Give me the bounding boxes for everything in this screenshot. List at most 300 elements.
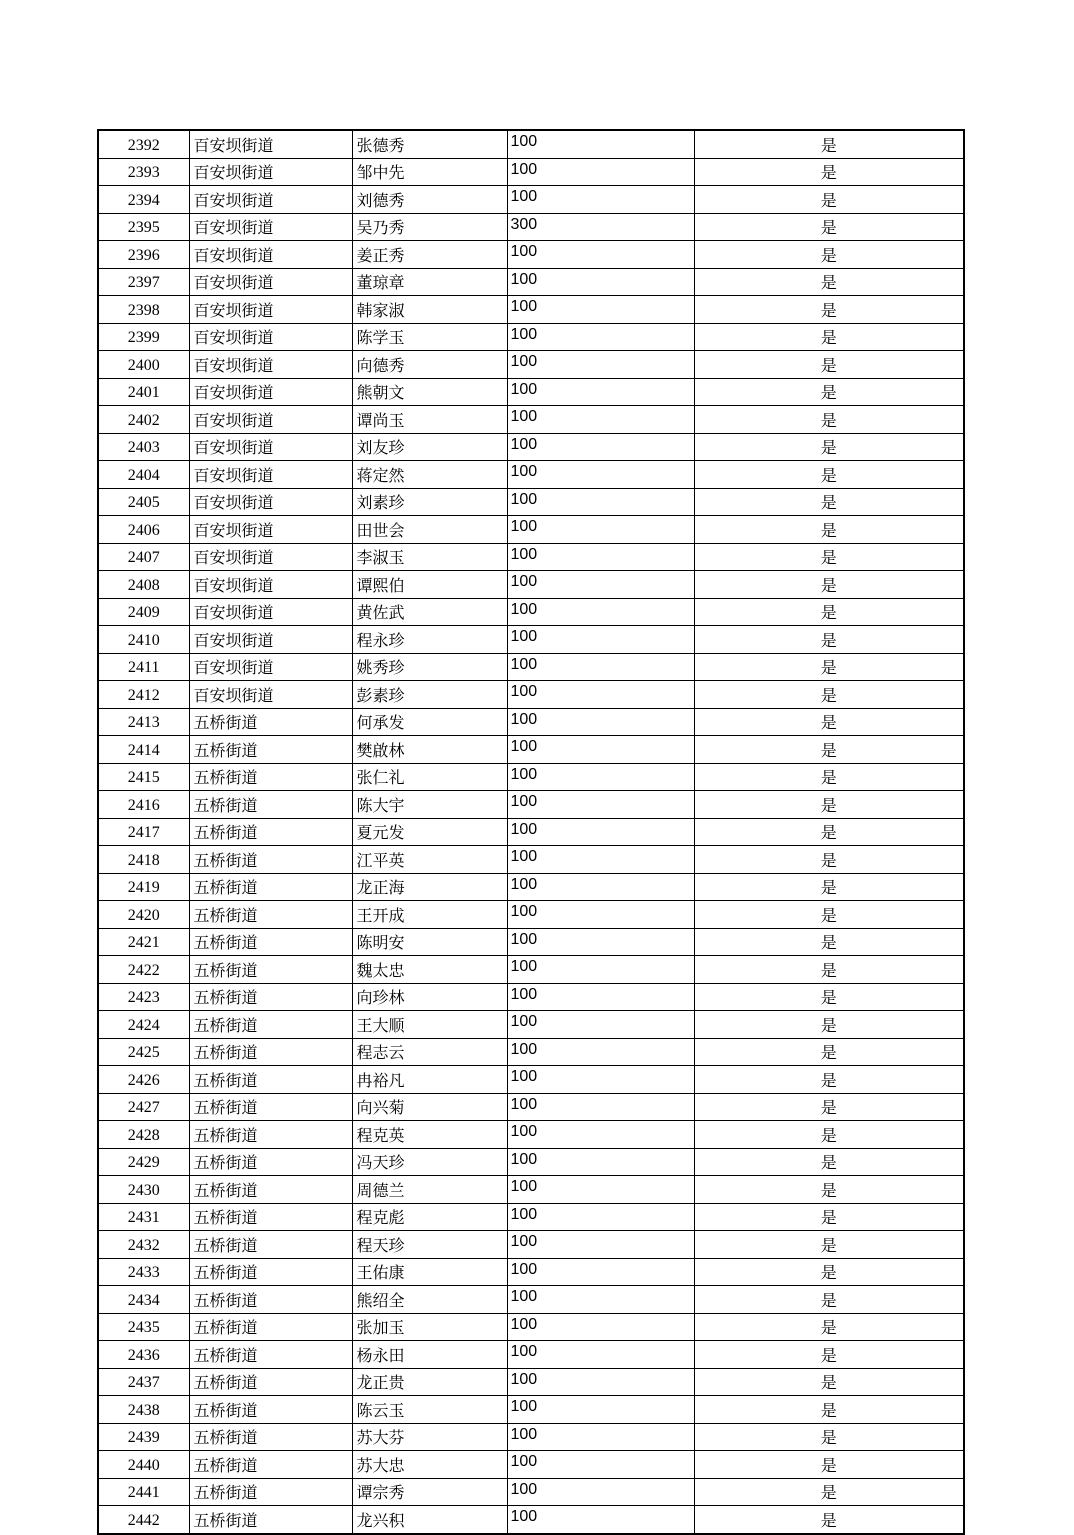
- table-row: [98, 1368, 964, 1396]
- street-cell: 五桥街道: [189, 818, 352, 846]
- amount-cell: 100: [507, 791, 694, 819]
- amount-cell: 100: [507, 1286, 694, 1314]
- table-row: [98, 1478, 964, 1506]
- street-cell: 百安坝街道: [189, 543, 352, 571]
- table-row: [98, 791, 964, 819]
- status-cell: 是: [694, 626, 964, 654]
- status-cell: 是: [694, 268, 964, 296]
- amount-cell: 100: [507, 488, 694, 516]
- status-cell: 是: [694, 1423, 964, 1451]
- person-name-cell: 冯天珍: [352, 1148, 507, 1176]
- person-name-cell: 向德秀: [352, 351, 507, 379]
- row-number-cell: 2425: [98, 1038, 189, 1066]
- person-name-cell: 刘素珍: [352, 488, 507, 516]
- row-number-cell: 2393: [98, 158, 189, 186]
- amount-cell: 100: [507, 1258, 694, 1286]
- street-cell: 五桥街道: [189, 1506, 352, 1534]
- amount-cell: 100: [507, 626, 694, 654]
- person-name-cell: 程永珍: [352, 626, 507, 654]
- row-number-cell: 2435: [98, 1313, 189, 1341]
- status-cell: 是: [694, 598, 964, 626]
- amount-cell: 100: [507, 653, 694, 681]
- table-row: [98, 296, 964, 324]
- person-name-cell: 谭宗秀: [352, 1478, 507, 1506]
- person-name-cell: 谭尚玉: [352, 406, 507, 434]
- amount-cell: 100: [507, 1341, 694, 1369]
- table-row: [98, 1423, 964, 1451]
- person-name-cell: 夏元发: [352, 818, 507, 846]
- table-row: [98, 928, 964, 956]
- amount-cell: 100: [507, 378, 694, 406]
- table-row: [98, 1148, 964, 1176]
- table-row: [98, 1038, 964, 1066]
- amount-cell: 100: [507, 1396, 694, 1424]
- amount-cell: 100: [507, 983, 694, 1011]
- street-cell: 五桥街道: [189, 1258, 352, 1286]
- street-cell: 五桥街道: [189, 928, 352, 956]
- status-cell: 是: [694, 1258, 964, 1286]
- row-number-cell: 2405: [98, 488, 189, 516]
- person-name-cell: 陈大宇: [352, 791, 507, 819]
- amount-cell: 100: [507, 130, 694, 158]
- table-row: [98, 241, 964, 269]
- status-cell: 是: [694, 1506, 964, 1534]
- row-number-cell: 2422: [98, 956, 189, 984]
- row-number-cell: 2433: [98, 1258, 189, 1286]
- person-name-cell: 李淑玉: [352, 543, 507, 571]
- street-cell: 百安坝街道: [189, 378, 352, 406]
- person-name-cell: 王大顺: [352, 1011, 507, 1039]
- person-name-cell: 程克英: [352, 1121, 507, 1149]
- status-cell: 是: [694, 1341, 964, 1369]
- person-name-cell: 魏太忠: [352, 956, 507, 984]
- row-number-cell: 2400: [98, 351, 189, 379]
- street-cell: 五桥街道: [189, 1176, 352, 1204]
- person-name-cell: 王开成: [352, 901, 507, 929]
- table-row: [98, 1313, 964, 1341]
- row-number-cell: 2407: [98, 543, 189, 571]
- person-name-cell: 董琼章: [352, 268, 507, 296]
- amount-cell: 100: [507, 708, 694, 736]
- person-name-cell: 向珍林: [352, 983, 507, 1011]
- status-cell: 是: [694, 791, 964, 819]
- street-cell: 百安坝街道: [189, 461, 352, 489]
- amount-cell: 100: [507, 1231, 694, 1259]
- amount-cell: 100: [507, 323, 694, 351]
- street-cell: 五桥街道: [189, 1313, 352, 1341]
- row-number-cell: 2392: [98, 130, 189, 158]
- street-cell: 五桥街道: [189, 1011, 352, 1039]
- street-cell: 百安坝街道: [189, 626, 352, 654]
- table-row: [98, 1121, 964, 1149]
- amount-cell: 100: [507, 956, 694, 984]
- person-name-cell: 熊朝文: [352, 378, 507, 406]
- status-cell: 是: [694, 846, 964, 874]
- status-cell: 是: [694, 1231, 964, 1259]
- table-row: [98, 1258, 964, 1286]
- person-name-cell: 刘友珍: [352, 433, 507, 461]
- status-cell: 是: [694, 1148, 964, 1176]
- person-name-cell: 苏大芬: [352, 1423, 507, 1451]
- row-number-cell: 2426: [98, 1066, 189, 1094]
- status-cell: 是: [694, 708, 964, 736]
- street-cell: 五桥街道: [189, 956, 352, 984]
- status-cell: 是: [694, 1121, 964, 1149]
- amount-cell: 100: [507, 571, 694, 599]
- table-row: [98, 1231, 964, 1259]
- row-number-cell: 2408: [98, 571, 189, 599]
- person-name-cell: 程天珍: [352, 1231, 507, 1259]
- row-number-cell: 2434: [98, 1286, 189, 1314]
- status-cell: 是: [694, 543, 964, 571]
- table-row: [98, 461, 964, 489]
- street-cell: 百安坝街道: [189, 351, 352, 379]
- status-cell: 是: [694, 158, 964, 186]
- person-name-cell: 龙兴积: [352, 1506, 507, 1534]
- person-name-cell: 周德兰: [352, 1176, 507, 1204]
- street-cell: 五桥街道: [189, 1066, 352, 1094]
- amount-cell: 100: [507, 1203, 694, 1231]
- status-cell: 是: [694, 736, 964, 764]
- person-name-cell: 向兴菊: [352, 1093, 507, 1121]
- street-cell: 百安坝街道: [189, 571, 352, 599]
- amount-cell: 100: [507, 1148, 694, 1176]
- row-number-cell: 2421: [98, 928, 189, 956]
- status-cell: 是: [694, 406, 964, 434]
- amount-cell: 100: [507, 433, 694, 461]
- table-row: [98, 1176, 964, 1204]
- status-cell: 是: [694, 351, 964, 379]
- row-number-cell: 2418: [98, 846, 189, 874]
- status-cell: 是: [694, 1093, 964, 1121]
- street-cell: 五桥街道: [189, 1093, 352, 1121]
- street-cell: 五桥街道: [189, 1148, 352, 1176]
- person-name-cell: 彭素珍: [352, 681, 507, 709]
- table-row: [98, 1396, 964, 1424]
- person-name-cell: 苏大忠: [352, 1451, 507, 1479]
- table-row: [98, 846, 964, 874]
- amount-cell: 100: [507, 818, 694, 846]
- row-number-cell: 2420: [98, 901, 189, 929]
- street-cell: 五桥街道: [189, 846, 352, 874]
- person-name-cell: 刘德秀: [352, 186, 507, 214]
- street-cell: 五桥街道: [189, 1038, 352, 1066]
- street-cell: 百安坝街道: [189, 653, 352, 681]
- row-number-cell: 2413: [98, 708, 189, 736]
- amount-cell: 300: [507, 213, 694, 241]
- row-number-cell: 2396: [98, 241, 189, 269]
- amount-cell: 100: [507, 681, 694, 709]
- amount-cell: 100: [507, 1038, 694, 1066]
- row-number-cell: 2417: [98, 818, 189, 846]
- amount-cell: 100: [507, 873, 694, 901]
- person-name-cell: 龙正贵: [352, 1368, 507, 1396]
- status-cell: 是: [694, 130, 964, 158]
- street-cell: 五桥街道: [189, 901, 352, 929]
- status-cell: 是: [694, 928, 964, 956]
- amount-cell: 100: [507, 406, 694, 434]
- status-cell: 是: [694, 653, 964, 681]
- status-cell: 是: [694, 461, 964, 489]
- table-row: [98, 516, 964, 544]
- data-table: [97, 129, 965, 1535]
- table-row: [98, 1451, 964, 1479]
- row-number-cell: 2395: [98, 213, 189, 241]
- person-name-cell: 田世会: [352, 516, 507, 544]
- street-cell: 五桥街道: [189, 1121, 352, 1149]
- row-number-cell: 2394: [98, 186, 189, 214]
- street-cell: 五桥街道: [189, 1341, 352, 1369]
- table-row: [98, 268, 964, 296]
- table-row: [98, 681, 964, 709]
- street-cell: 百安坝街道: [189, 488, 352, 516]
- status-cell: 是: [694, 323, 964, 351]
- street-cell: 百安坝街道: [189, 158, 352, 186]
- street-cell: 百安坝街道: [189, 268, 352, 296]
- amount-cell: 100: [507, 351, 694, 379]
- street-cell: 五桥街道: [189, 1231, 352, 1259]
- table-body: [98, 130, 964, 1534]
- status-cell: 是: [694, 1038, 964, 1066]
- amount-cell: 100: [507, 158, 694, 186]
- row-number-cell: 2429: [98, 1148, 189, 1176]
- row-number-cell: 2430: [98, 1176, 189, 1204]
- row-number-cell: 2404: [98, 461, 189, 489]
- status-cell: 是: [694, 433, 964, 461]
- person-name-cell: 姜正秀: [352, 241, 507, 269]
- status-cell: 是: [694, 571, 964, 599]
- street-cell: 五桥街道: [189, 763, 352, 791]
- status-cell: 是: [694, 983, 964, 1011]
- street-cell: 百安坝街道: [189, 241, 352, 269]
- table-row: [98, 186, 964, 214]
- status-cell: 是: [694, 1478, 964, 1506]
- street-cell: 百安坝街道: [189, 598, 352, 626]
- street-cell: 五桥街道: [189, 791, 352, 819]
- street-cell: 五桥街道: [189, 1396, 352, 1424]
- amount-cell: 100: [507, 901, 694, 929]
- amount-cell: 100: [507, 1478, 694, 1506]
- row-number-cell: 2412: [98, 681, 189, 709]
- person-name-cell: 蒋定然: [352, 461, 507, 489]
- table-row: [98, 626, 964, 654]
- street-cell: 五桥街道: [189, 983, 352, 1011]
- table-row: [98, 983, 964, 1011]
- status-cell: 是: [694, 1066, 964, 1094]
- street-cell: 百安坝街道: [189, 516, 352, 544]
- amount-cell: 100: [507, 736, 694, 764]
- row-number-cell: 2424: [98, 1011, 189, 1039]
- table-row: [98, 543, 964, 571]
- person-name-cell: 熊绍全: [352, 1286, 507, 1314]
- person-name-cell: 程志云: [352, 1038, 507, 1066]
- amount-cell: 100: [507, 1121, 694, 1149]
- table-row: [98, 1203, 964, 1231]
- person-name-cell: 张仁礼: [352, 763, 507, 791]
- street-cell: 五桥街道: [189, 1368, 352, 1396]
- person-name-cell: 江平英: [352, 846, 507, 874]
- amount-cell: 100: [507, 186, 694, 214]
- person-name-cell: 张德秀: [352, 130, 507, 158]
- row-number-cell: 2401: [98, 378, 189, 406]
- street-cell: 五桥街道: [189, 1451, 352, 1479]
- table-row: [98, 653, 964, 681]
- row-number-cell: 2410: [98, 626, 189, 654]
- row-number-cell: 2411: [98, 653, 189, 681]
- person-name-cell: 何承发: [352, 708, 507, 736]
- person-name-cell: 吴乃秀: [352, 213, 507, 241]
- person-name-cell: 张加玉: [352, 1313, 507, 1341]
- table-row: [98, 406, 964, 434]
- status-cell: 是: [694, 186, 964, 214]
- table-row: [98, 213, 964, 241]
- person-name-cell: 黄佐武: [352, 598, 507, 626]
- table-row: [98, 736, 964, 764]
- amount-cell: 100: [507, 1066, 694, 1094]
- status-cell: 是: [694, 1286, 964, 1314]
- status-cell: 是: [694, 1203, 964, 1231]
- status-cell: 是: [694, 681, 964, 709]
- status-cell: 是: [694, 1011, 964, 1039]
- person-name-cell: 姚秀珍: [352, 653, 507, 681]
- amount-cell: 100: [507, 268, 694, 296]
- table-row: [98, 351, 964, 379]
- amount-cell: 100: [507, 846, 694, 874]
- table-row: [98, 956, 964, 984]
- street-cell: 五桥街道: [189, 873, 352, 901]
- row-number-cell: 2442: [98, 1506, 189, 1534]
- row-number-cell: 2403: [98, 433, 189, 461]
- table-row: [98, 1093, 964, 1121]
- amount-cell: 100: [507, 763, 694, 791]
- street-cell: 百安坝街道: [189, 296, 352, 324]
- table-row: [98, 1341, 964, 1369]
- status-cell: 是: [694, 763, 964, 791]
- street-cell: 百安坝街道: [189, 406, 352, 434]
- status-cell: 是: [694, 956, 964, 984]
- row-number-cell: 2436: [98, 1341, 189, 1369]
- street-cell: 百安坝街道: [189, 433, 352, 461]
- amount-cell: 100: [507, 1011, 694, 1039]
- row-number-cell: 2441: [98, 1478, 189, 1506]
- street-cell: 五桥街道: [189, 1423, 352, 1451]
- table-row: [98, 130, 964, 158]
- person-name-cell: 龙正海: [352, 873, 507, 901]
- amount-cell: 100: [507, 543, 694, 571]
- amount-cell: 100: [507, 1313, 694, 1341]
- person-name-cell: 杨永田: [352, 1341, 507, 1369]
- street-cell: 百安坝街道: [189, 681, 352, 709]
- status-cell: 是: [694, 241, 964, 269]
- amount-cell: 100: [507, 1176, 694, 1204]
- table-row: [98, 433, 964, 461]
- street-cell: 百安坝街道: [189, 130, 352, 158]
- row-number-cell: 2402: [98, 406, 189, 434]
- person-name-cell: 邹中先: [352, 158, 507, 186]
- row-number-cell: 2431: [98, 1203, 189, 1231]
- street-cell: 百安坝街道: [189, 213, 352, 241]
- amount-cell: 100: [507, 1423, 694, 1451]
- status-cell: 是: [694, 1176, 964, 1204]
- street-cell: 五桥街道: [189, 736, 352, 764]
- amount-cell: 100: [507, 1093, 694, 1121]
- row-number-cell: 2406: [98, 516, 189, 544]
- street-cell: 五桥街道: [189, 1478, 352, 1506]
- person-name-cell: 陈明安: [352, 928, 507, 956]
- amount-cell: 100: [507, 296, 694, 324]
- row-number-cell: 2398: [98, 296, 189, 324]
- person-name-cell: 陈云玉: [352, 1396, 507, 1424]
- table-row: [98, 323, 964, 351]
- status-cell: 是: [694, 488, 964, 516]
- row-number-cell: 2437: [98, 1368, 189, 1396]
- person-name-cell: 谭熙伯: [352, 571, 507, 599]
- row-number-cell: 2399: [98, 323, 189, 351]
- row-number-cell: 2439: [98, 1423, 189, 1451]
- row-number-cell: 2397: [98, 268, 189, 296]
- table-row: [98, 1066, 964, 1094]
- street-cell: 五桥街道: [189, 1203, 352, 1231]
- person-name-cell: 程克彪: [352, 1203, 507, 1231]
- status-cell: 是: [694, 873, 964, 901]
- amount-cell: 100: [507, 516, 694, 544]
- row-number-cell: 2432: [98, 1231, 189, 1259]
- amount-cell: 100: [507, 598, 694, 626]
- amount-cell: 100: [507, 461, 694, 489]
- street-cell: 五桥街道: [189, 708, 352, 736]
- table-row: [98, 818, 964, 846]
- status-cell: 是: [694, 378, 964, 406]
- row-number-cell: 2415: [98, 763, 189, 791]
- table-row: [98, 1286, 964, 1314]
- table-row: [98, 1011, 964, 1039]
- table-row: [98, 873, 964, 901]
- table-row: [98, 901, 964, 929]
- table-row: [98, 158, 964, 186]
- status-cell: 是: [694, 213, 964, 241]
- status-cell: 是: [694, 901, 964, 929]
- row-number-cell: 2438: [98, 1396, 189, 1424]
- status-cell: 是: [694, 1313, 964, 1341]
- table-row: [98, 708, 964, 736]
- status-cell: 是: [694, 1368, 964, 1396]
- status-cell: 是: [694, 1451, 964, 1479]
- row-number-cell: 2419: [98, 873, 189, 901]
- amount-cell: 100: [507, 928, 694, 956]
- street-cell: 五桥街道: [189, 1286, 352, 1314]
- row-number-cell: 2414: [98, 736, 189, 764]
- street-cell: 百安坝街道: [189, 323, 352, 351]
- row-number-cell: 2440: [98, 1451, 189, 1479]
- person-name-cell: 王佑康: [352, 1258, 507, 1286]
- amount-cell: 100: [507, 241, 694, 269]
- row-number-cell: 2409: [98, 598, 189, 626]
- row-number-cell: 2428: [98, 1121, 189, 1149]
- person-name-cell: 樊啟林: [352, 736, 507, 764]
- person-name-cell: 冉裕凡: [352, 1066, 507, 1094]
- person-name-cell: 韩家淑: [352, 296, 507, 324]
- table-row: [98, 598, 964, 626]
- table-row: [98, 378, 964, 406]
- person-name-cell: 陈学玉: [352, 323, 507, 351]
- status-cell: 是: [694, 818, 964, 846]
- row-number-cell: 2416: [98, 791, 189, 819]
- amount-cell: 100: [507, 1506, 694, 1534]
- table-row: [98, 571, 964, 599]
- status-cell: 是: [694, 1396, 964, 1424]
- table-row: [98, 763, 964, 791]
- status-cell: 是: [694, 296, 964, 324]
